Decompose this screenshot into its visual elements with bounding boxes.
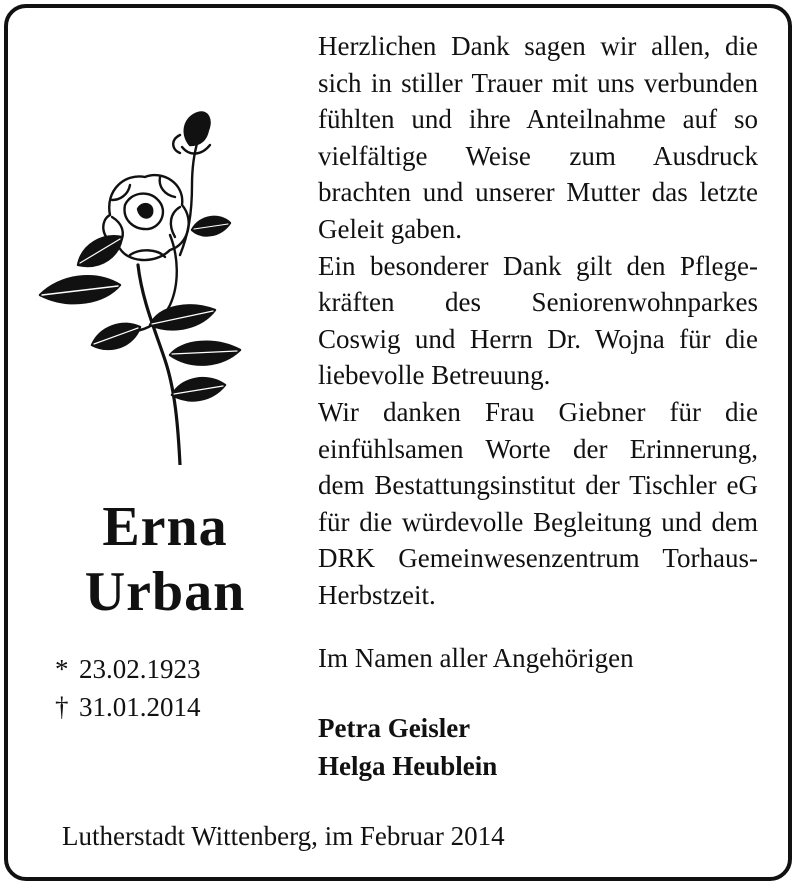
signer-name: Petra Geisler [318, 713, 471, 743]
message-paragraph: Herzlichen Dank sagen wir allen, die sich in stiller Trauer mit uns verbunden fühlten und ihre Anteilnahme auf so vielfältige Weise zum Ausdruck brachten und unserer Mutter das letzte Geleit gaben. [318, 31, 758, 244]
signers [318, 709, 497, 785]
deceased-first-name: Erna [102, 496, 228, 558]
life-dates [55, 650, 201, 726]
signer-name: Helga Heublein [318, 751, 498, 781]
message-paragraph: Ein besonderer Dank gilt den Pflegekräften des Seniorenwohnparkes Coswig und Herrn Dr. Wojna für die liebevolle Betreuung. [318, 250, 758, 391]
place-and-date: Lutherstadt Wittenberg, im Februar 2014 [62, 821, 505, 851]
thanks-message [318, 28, 758, 614]
greeting: Im Namen aller Angehörigen [318, 643, 634, 673]
rose-icon [30, 105, 255, 465]
birth-date: 23.02.1923 [79, 654, 201, 684]
birth-symbol: * [55, 654, 69, 684]
birth-line [55, 650, 201, 688]
deceased-last-name: Urban [84, 561, 246, 623]
cross-icon: † [55, 692, 69, 722]
message-paragraph: Wir danken Frau Giebner für die einfühlsamen Worte der Erinnerung, dem Bestattungsinstitut der Tischler eG für die würdevolle Begleitung und dem DRK Gemeinwesenzentrum Torhaus-Herbstzeit. [318, 396, 758, 610]
death-date: 31.01.2014 [79, 692, 201, 722]
death-line [55, 688, 201, 726]
